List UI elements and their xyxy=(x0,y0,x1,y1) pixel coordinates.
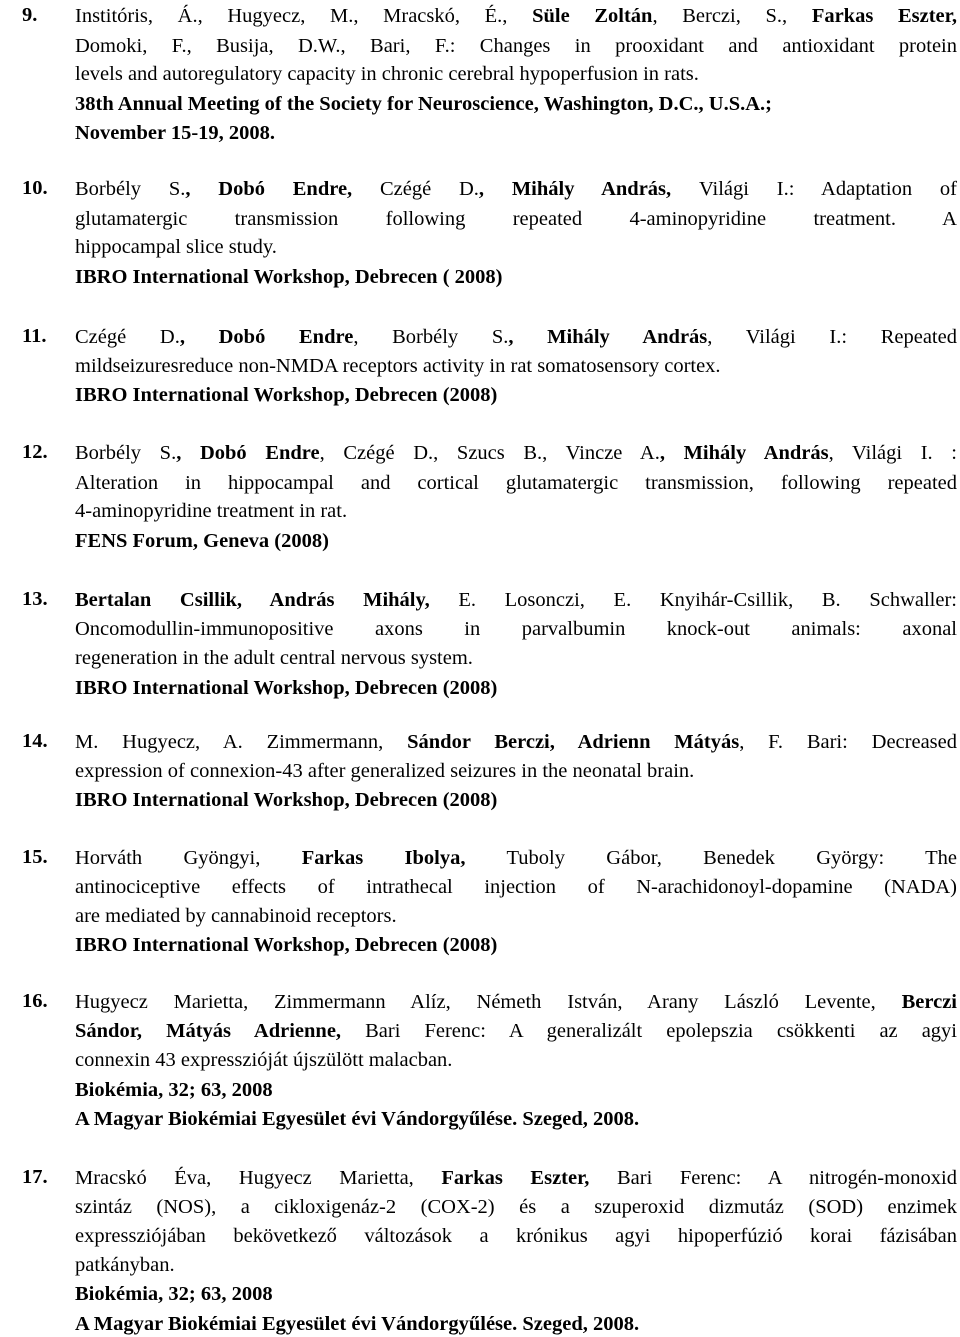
entry-line: mildseizuresreduce non-NMDA receptors activity in rat somatosensory cortex. xyxy=(75,355,721,377)
entry-line: Hugyecz Marietta, Zimmermann Alíz, Németh István, Arany László Levente, Berczi xyxy=(75,991,957,1013)
entry-number: 11. xyxy=(22,325,47,347)
entry-line: Sándor, Mátyás Adrienne, Bari Ferenc: A generalizált epolepszia csökkenti az agyi xyxy=(75,1020,957,1042)
entry-venue: FENS Forum, Geneva (2008) xyxy=(75,530,329,552)
entry-line: Horváth Gyöngyi, Farkas Ibolya, Tuboly Gábor, Benedek György: The xyxy=(75,847,957,869)
entry-line: M. Hugyecz, A. Zimmermann, Sándor Berczi, Adrienn Mátyás, F. Bari: Decreased xyxy=(75,731,957,753)
entry-line: hippocampal slice study. xyxy=(75,236,277,258)
entry-line: szintáz (NOS), a cikloxigenáz-2 (COX-2) és a szuperoxid dizmutáz (SOD) enzimek xyxy=(75,1196,957,1218)
entry-line: Bertalan Csillik, András Mihály, E. Losonczi, E. Knyihár-Csillik, B. Schwaller: xyxy=(75,589,957,611)
entry-venue: A Magyar Biokémiai Egyesület évi Vándorgyűlése. Szeged, 2008. xyxy=(75,1313,640,1335)
entry-line: glutamatergic transmission following repeated 4-aminopyridine treatment. A xyxy=(75,208,957,230)
entry-line: Mracskó Éva, Hugyecz Marietta, Farkas Eszter, Bari Ferenc: A nitrogén-monoxid xyxy=(75,1167,957,1189)
entry-line: expressziójában bekövetkező változások a krónikus agyi hipoperfúzió korai fázisában xyxy=(75,1225,957,1247)
entry-number: 14. xyxy=(22,730,48,752)
entry-number: 17. xyxy=(22,1166,48,1188)
entry-line: expression of connexion-43 after generalized seizures in the neonatal brain. xyxy=(75,760,695,782)
entry-line: patkányban. xyxy=(75,1254,175,1276)
entry-venue: IBRO International Workshop, Debrecen (2008) xyxy=(75,789,498,811)
entry-line: Borbély S., Dobó Endre, Czégé D., Mihály András, Világi I.: Adaptation of xyxy=(75,178,957,200)
entry-line: Oncomodullin-immunopositive axons in parvalbumin knock-out animals: axonal xyxy=(75,618,957,640)
entry-number: 12. xyxy=(22,441,48,463)
entry-venue: IBRO International Workshop, Debrecen (2008) xyxy=(75,384,498,406)
entry-venue: A Magyar Biokémiai Egyesület évi Vándorgyűlése. Szeged, 2008. xyxy=(75,1108,640,1130)
entry-line: connexin 43 expresszióját újszülött malacban. xyxy=(75,1049,453,1071)
entry-venue: 38th Annual Meeting of the Society for Neuroscience, Washington, D.C., U.S.A.; xyxy=(75,93,772,115)
entry-line: Institóris, Á., Hugyecz, M., Mracskó, É., Süle Zoltán, Berczi, S., Farkas Eszter, xyxy=(75,5,957,27)
entry-venue: Biokémia, 32; 63, 2008 xyxy=(75,1079,273,1101)
entry-line: 4-aminopyridine treatment in rat. xyxy=(75,500,348,522)
entry-line: Borbély S., Dobó Endre, Czégé D., Szucs B., Vincze A., Mihály András, Világi I. : xyxy=(75,442,957,464)
entry-line: Domoki, F., Busija, D.W., Bari, F.: Changes in prooxidant and antioxidant protein xyxy=(75,35,957,57)
entry-number: 9. xyxy=(22,4,38,26)
entry-number: 13. xyxy=(22,588,48,610)
entry-line: regeneration in the adult central nervous system. xyxy=(75,647,473,669)
entry-number: 16. xyxy=(22,990,48,1012)
entry-line: levels and autoregulatory capacity in chronic cerebral hypoperfusion in rats. xyxy=(75,63,699,85)
entry-line: are mediated by cannabinoid receptors. xyxy=(75,905,397,927)
entry-line: Alteration in hippocampal and cortical glutamatergic transmission, following repeated xyxy=(75,472,957,494)
entry-number: 15. xyxy=(22,846,48,868)
entry-line: antinociceptive effects of intrathecal injection of N-arachidonoyl-dopamine (NADA) xyxy=(75,876,957,898)
entry-venue: November 15-19, 2008. xyxy=(75,122,276,144)
entry-venue: IBRO International Workshop, Debrecen ( 2008) xyxy=(75,266,503,288)
entry-venue: IBRO International Workshop, Debrecen (2008) xyxy=(75,934,498,956)
entry-venue: Biokémia, 32; 63, 2008 xyxy=(75,1283,273,1305)
entry-number: 10. xyxy=(22,177,48,199)
entry-venue: IBRO International Workshop, Debrecen (2008) xyxy=(75,677,498,699)
entry-line: Czégé D., Dobó Endre, Borbély S., Mihály András, Világi I.: Repeated xyxy=(75,326,957,348)
